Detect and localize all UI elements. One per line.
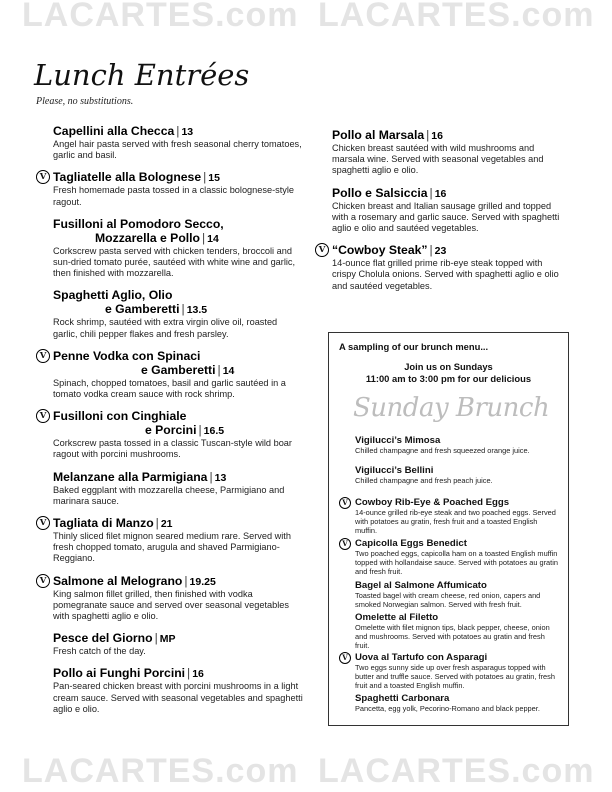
item-name: Salmone al Melograno | 19.25 bbox=[53, 573, 216, 588]
item-price: 19.25 bbox=[189, 575, 216, 588]
item-description: Angel hair pasta served with fresh seasonal cherry tomatoes, garlic and basil. bbox=[53, 139, 302, 161]
menu-item bbox=[39, 409, 303, 460]
vegetarian-icon: V bbox=[339, 497, 351, 509]
brunch-item-name: Bagel al Salmone Affumicato bbox=[355, 580, 487, 591]
brunch-item-name: Vigilucci’s Bellini bbox=[355, 465, 434, 476]
item-name: Pollo al Marsala | 16 bbox=[332, 128, 443, 142]
brunch-item-name: Vigilucci’s Mimosa bbox=[355, 435, 441, 446]
vegetarian-icon: V bbox=[36, 349, 50, 363]
watermark: LACARTES.com bbox=[22, 0, 299, 34]
brunch-item-name: Cowboy Rib-Eye & Poached Eggs bbox=[355, 497, 510, 508]
watermark: LACARTES.com bbox=[22, 752, 299, 790]
brunch-box bbox=[328, 332, 569, 726]
brunch-item bbox=[355, 612, 560, 651]
item-name: Pollo e Salsiccia | 16 bbox=[332, 185, 447, 200]
item-price: 23 bbox=[434, 245, 447, 258]
menu-item bbox=[53, 124, 303, 161]
item-price: 21 bbox=[160, 518, 173, 531]
item-price: 16.5 bbox=[203, 425, 225, 438]
brunch-heading: A sampling of our brunch menu... bbox=[339, 341, 489, 352]
left-menu-column bbox=[39, 124, 303, 724]
brunch-item-name: Capicolla Eggs Benedict bbox=[355, 538, 467, 549]
menu-item bbox=[332, 186, 564, 235]
brunch-item-description: Two poached eggs, capicolla ham on a toasted English muffin topped with hollandaise sauce. Served with potatoes au gratin and fresh fruit. bbox=[355, 549, 558, 577]
brunch-item bbox=[342, 652, 560, 691]
item-price: 13 bbox=[214, 471, 227, 484]
item-name: Pesce del Giorno | MP bbox=[53, 631, 176, 646]
menu-item bbox=[53, 666, 303, 715]
vegetarian-icon: V bbox=[36, 170, 50, 184]
item-description: Fresh catch of the day. bbox=[53, 646, 146, 657]
page-title: Lunch Entrées bbox=[34, 58, 250, 92]
item-price: MP bbox=[159, 633, 176, 646]
item-description: Fresh homemade pasta tossed in a classic bolognese-style ragout. bbox=[53, 185, 295, 207]
brunch-item-description: Two eggs sunny side up over fresh asparagus topped with butter and truffle sauce. Served with potatoes au gratin, fresh fruit and a toasted English muffin. bbox=[355, 663, 555, 691]
item-name: Tagliata di Manzo | 21 bbox=[53, 516, 173, 531]
item-name: Fusilloni con Cinghiale e Porcini | 16.5 bbox=[53, 409, 225, 438]
item-price: 16 bbox=[431, 130, 443, 142]
brunch-item bbox=[355, 580, 560, 609]
page-subtitle: Please, no substitutions. bbox=[36, 96, 134, 107]
item-price: 15 bbox=[208, 172, 220, 185]
item-price: 14 bbox=[207, 232, 219, 245]
vegetarian-icon: V bbox=[36, 409, 50, 423]
item-description: King salmon fillet grilled, then finished with vodka pomegranate sauce and served over seasonal vegetables with spaghetti aglio e olio. bbox=[53, 588, 289, 622]
brunch-item-name: Omelette al Filetto bbox=[355, 612, 439, 623]
right-menu-column bbox=[318, 128, 564, 301]
brunch-item-description: Chilled champagne and fresh squeezed orange juice. bbox=[355, 446, 530, 455]
item-description: Corkscrew pasta served with chicken tenders, broccoli and sun-dried tomato purée, sautéed with white wine and garlic, then finished with mozzarella. bbox=[53, 245, 296, 279]
item-name: Fusilloni al Pomodoro Secco, Mozzarella e Pollo | 14 bbox=[53, 216, 224, 245]
item-price: 13.5 bbox=[186, 304, 208, 317]
item-description: 14-ounce flat grilled prime rib-eye steak topped with crispy Cholula onions. Served with spaghetti aglio e olio and sautéed vegetables. bbox=[332, 258, 559, 291]
menu-item bbox=[39, 573, 303, 623]
item-description: Rock shrimp, sautéed with extra virgin olive oil, roasted garlic, chili pepper flakes and fresh parsley. bbox=[53, 317, 278, 339]
brunch-join-line: Join us on Sundays bbox=[404, 361, 493, 372]
brunch-item bbox=[355, 465, 560, 485]
item-name: Pollo ai Funghi Porcini | 16 bbox=[53, 666, 204, 681]
menu-item bbox=[53, 470, 303, 507]
menu-item bbox=[39, 516, 303, 565]
brunch-item-description: Pancetta, egg yolk, Pecorino-Romano and black pepper. bbox=[355, 704, 540, 713]
brunch-item-description: Toasted bagel with cream cheese, red onion, capers and smoked Norwegian salmon. Served with fresh fruit. bbox=[355, 591, 541, 610]
vegetarian-icon: V bbox=[339, 538, 351, 550]
brunch-item-description: Chilled champagne and fresh peach juice. bbox=[355, 476, 493, 485]
item-name: Melanzane alla Parmigiana | 13 bbox=[53, 469, 227, 484]
item-description: Thinly sliced filet mignon seared medium rare. Served with fresh chopped tomato, arugula and shaved Parmigiano-Reggiano. bbox=[53, 531, 291, 564]
sunday-brunch-script-title: Sunday Brunch bbox=[353, 393, 550, 423]
item-description: Pan-seared chicken breast with porcini mushrooms in a light cream sauce. Served with seasonal vegetables and spaghetti aglio e olio. bbox=[53, 681, 303, 714]
menu-item bbox=[53, 217, 303, 280]
brunch-item bbox=[342, 538, 560, 577]
item-name: Capellini alla Checca | 13 bbox=[53, 124, 194, 138]
vegetarian-icon: V bbox=[315, 243, 329, 257]
item-name: “Cowboy Steak” | 23 bbox=[332, 243, 447, 258]
brunch-item bbox=[355, 435, 560, 455]
item-name: Spaghetti Aglio, Olio e Gamberetti | 13.5 bbox=[53, 288, 208, 317]
menu-item bbox=[53, 288, 303, 339]
item-description: Baked eggplant with mozzarella cheese, Parmigiano and marinara sauce. bbox=[53, 484, 285, 506]
brunch-item bbox=[342, 497, 560, 536]
menu-item bbox=[332, 128, 564, 177]
brunch-item-description: Omelette with filet mignon tips, black pepper, cheese, onion and mushrooms. Served with potatoes au gratin and fresh fruit. bbox=[355, 623, 550, 651]
menu-item bbox=[53, 631, 303, 657]
vegetarian-icon: V bbox=[36, 574, 50, 588]
item-name: Penne Vodka con Spinaci e Gamberetti | 14 bbox=[53, 348, 235, 377]
item-price: 16 bbox=[434, 187, 447, 200]
item-description: Spinach, chopped tomatoes, basil and garlic sautéed in a tomato vodka cream sauce with rock shrimp. bbox=[53, 377, 286, 400]
item-description: Chicken breast and Italian sausage grilled and topped with a rosemary and garlic sauce. Served with spaghetti aglio e olio and sautéed vegetables. bbox=[332, 200, 560, 234]
item-description: Chicken breast sautéed with wild mushrooms and marsala wine. Served with seasonal vegetables and spaghetti aglio e olio. bbox=[332, 143, 544, 176]
brunch-item-description: 14-ounce grilled rib-eye steak and two poached eggs. Served with potatoes au gratin, fresh fruit and a toasted English muffin. bbox=[355, 508, 556, 536]
menu-item bbox=[39, 348, 303, 400]
brunch-item-name: Spaghetti Carbonara bbox=[355, 693, 450, 704]
watermark: LACARTES.com bbox=[318, 0, 595, 34]
vegetarian-icon: V bbox=[339, 652, 351, 664]
watermark: LACARTES.com bbox=[318, 752, 595, 790]
brunch-hours-line: 11:00 am to 3:00 pm for our delicious bbox=[365, 373, 532, 384]
menu-item bbox=[318, 243, 564, 292]
item-price: 13 bbox=[181, 126, 194, 138]
item-price: 14 bbox=[222, 364, 235, 377]
vegetarian-icon: V bbox=[36, 516, 50, 530]
menu-item bbox=[39, 170, 303, 207]
item-price: 16 bbox=[192, 668, 204, 681]
brunch-item-name: Uova al Tartufo con Asparagi bbox=[355, 652, 488, 663]
brunch-item bbox=[355, 693, 560, 713]
item-description: Corkscrew pasta tossed in a classic Tuscan-style wild boar ragout with porcini mushrooms. bbox=[53, 438, 292, 460]
item-name: Tagliatelle alla Bolognese | 15 bbox=[53, 170, 220, 185]
